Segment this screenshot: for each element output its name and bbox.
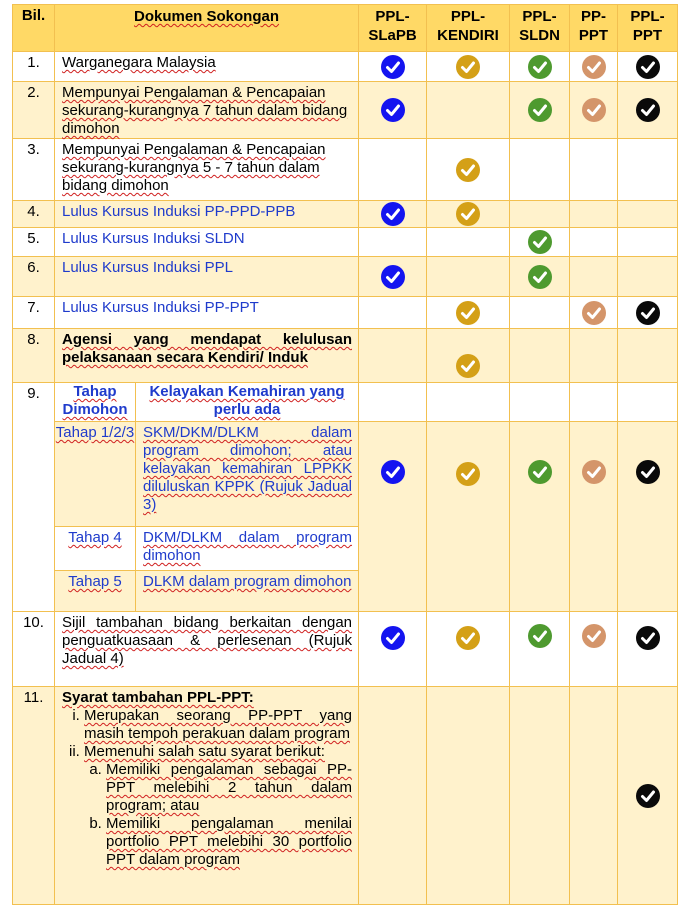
cell-ppl-kendiri	[427, 228, 510, 257]
cell-ppl-kendiri	[427, 82, 510, 139]
sub-header-tahap: Tahap Dimohon	[55, 383, 136, 422]
row-number: 4.	[13, 201, 55, 228]
list-item: b. Memiliki pengalaman menilai portfolio PPT melebihi 30 portfolio PPT dalam program	[106, 815, 352, 869]
cell-pp-ppt	[570, 139, 618, 201]
check-circle-icon	[582, 301, 606, 325]
cell-ppl-ppt	[618, 52, 678, 82]
cell-ppl-ppt	[618, 257, 678, 297]
cell-ppl-slapb	[359, 687, 427, 905]
row-text: Lulus Kursus Induksi PPL	[55, 257, 359, 297]
cell-pp-ppt	[570, 422, 618, 612]
cell-ppl-ppt	[618, 422, 678, 612]
list-item: i. Merupakan seorang PP-PPT yang masih tempoh perakuan dalam program	[84, 707, 352, 743]
check-circle-icon	[528, 265, 552, 289]
header-pp-ppt: PP- PPT	[570, 5, 618, 52]
row-number: 6.	[13, 257, 55, 297]
check-circle-icon	[381, 55, 405, 79]
check-circle-icon	[582, 55, 606, 79]
table-row	[13, 329, 678, 383]
check-circle-icon	[456, 202, 480, 226]
cell-pp-ppt	[570, 612, 618, 687]
row-text: Agensi yang mendapat kelulusan pelaksanaan secara Kendiri/ Induk	[55, 329, 359, 383]
row-text: Sijil tambahan bidang berkaitan dengan penguatkuasaan & perlesenan (Rujuk Jadual 4)	[55, 612, 359, 687]
check-circle-icon	[636, 55, 660, 79]
cell-ppl-sldn	[510, 329, 570, 383]
requirement-title: Syarat tambahan PPL-PPT:	[62, 689, 254, 706]
header-ppl-slapb: PPL- SLaPB	[359, 5, 427, 52]
row-text: Mempunyai Pengalaman & Pencapaian sekurang-kurangnya 5 - 7 tahun dalam bidang dimohon	[55, 139, 359, 201]
cell-ppl-ppt	[618, 201, 678, 228]
check-circle-icon	[456, 354, 480, 378]
header-ppl-ppt: PPL- PPT	[618, 5, 678, 52]
check-circle-icon	[528, 624, 552, 648]
cell-pp-ppt	[570, 329, 618, 383]
check-circle-icon	[381, 460, 405, 484]
sub-header-kelayakan: Kelayakan Kemahiran yang perlu ada	[136, 383, 359, 422]
sub-tahap: Tahap 4	[55, 527, 136, 571]
row-number: 5.	[13, 228, 55, 257]
cell-ppl-kendiri	[427, 52, 510, 82]
cell-ppl-kendiri	[427, 257, 510, 297]
row-number: 3.	[13, 139, 55, 201]
list-item: a. Memiliki pengalaman sebagai PP-PPT melebihi 2 tahun dalam program; atau	[106, 761, 352, 815]
table-row	[13, 82, 678, 139]
row-text: Mempunyai Pengalaman & Pencapaian sekurang-kurangnya 7 tahun dalam bidang dimohon	[55, 82, 359, 139]
sub-tahap: Tahap 1/2/3	[55, 422, 136, 527]
cell-ppl-sldn	[510, 139, 570, 201]
cell-ppl-slapb	[359, 228, 427, 257]
sub-text: DKM/DLKM dalam program dimohon	[136, 527, 359, 571]
row-text: Warganegara Malaysia	[55, 52, 359, 82]
check-circle-icon	[528, 98, 552, 122]
cell-ppl-sldn	[510, 52, 570, 82]
check-circle-icon	[381, 626, 405, 650]
check-circle-icon	[528, 230, 552, 254]
sub-tahap: Tahap 5	[55, 571, 136, 612]
header-dokumen: Dokumen Sokongan	[55, 5, 359, 52]
cell-ppl-slapb	[359, 257, 427, 297]
sub-requirement-list	[84, 761, 352, 869]
check-circle-icon	[582, 460, 606, 484]
header-ppl-kendiri: PPL- KENDIRI	[427, 5, 510, 52]
check-circle-icon	[582, 624, 606, 648]
cell-ppl-sldn	[510, 257, 570, 297]
table-row	[13, 297, 678, 329]
cell-ppl-ppt	[618, 139, 678, 201]
cell-ppl-ppt	[618, 228, 678, 257]
check-circle-icon	[528, 55, 552, 79]
row-number: 10.	[13, 612, 55, 687]
row-number: 1.	[13, 52, 55, 82]
check-circle-icon	[636, 784, 660, 808]
table-row	[13, 422, 678, 527]
cell-ppl-sldn	[510, 228, 570, 257]
row-text: Lulus Kursus Induksi PP-PPT	[55, 297, 359, 329]
check-circle-icon	[636, 98, 660, 122]
check-circle-icon	[528, 460, 552, 484]
cell-ppl-slapb	[359, 139, 427, 201]
cell-pp-ppt	[570, 297, 618, 329]
requirements-table	[12, 4, 678, 905]
cell-pp-ppt	[570, 201, 618, 228]
table-row	[13, 228, 678, 257]
cell-ppl-kendiri	[427, 139, 510, 201]
header-bil: Bil.	[13, 5, 55, 52]
row-text: Lulus Kursus Induksi PP-PPD-PPB	[55, 201, 359, 228]
check-circle-icon	[636, 460, 660, 484]
check-circle-icon	[456, 55, 480, 79]
check-circle-icon	[456, 626, 480, 650]
cell-ppl-ppt	[618, 297, 678, 329]
cell-ppl-kendiri	[427, 687, 510, 905]
row-number: 11.	[13, 687, 55, 905]
header-row	[13, 5, 678, 52]
table-row	[13, 201, 678, 228]
cell-ppl-ppt	[618, 687, 678, 905]
cell-ppl-slapb	[359, 52, 427, 82]
cell-ppl-ppt	[618, 612, 678, 687]
cell-ppl-slapb	[359, 612, 427, 687]
sub-text: SKM/DKM/DLKM dalam program dimohon; atau kelayakan kemahiran LPPKK diluluskan KPPK (Rujuk Jadual 3)	[136, 422, 359, 527]
list-item: ii. Memenuhi salah satu syarat berikut: a. Memiliki pengalaman sebagai PP-PPT melebihi 2 tahun dalam program; atau b. Memiliki pengalaman menilai portfolio PPT melebihi 30 portfolio PPT dalam program	[84, 743, 352, 869]
cell-ppl-kendiri	[427, 297, 510, 329]
cell-pp-ppt	[570, 228, 618, 257]
cell-pp-ppt	[570, 687, 618, 905]
cell-pp-ppt	[570, 82, 618, 139]
row-number: 2.	[13, 82, 55, 139]
cell-ppl-sldn	[510, 687, 570, 905]
cell-ppl-sldn	[510, 422, 570, 612]
cell-ppl-kendiri	[427, 201, 510, 228]
cell-ppl-slapb	[359, 329, 427, 383]
cell-ppl-sldn	[510, 201, 570, 228]
check-circle-icon	[456, 301, 480, 325]
cell-ppl-sldn	[510, 82, 570, 139]
header-ppl-sldn: PPL- SLDN	[510, 5, 570, 52]
table-row	[13, 612, 678, 687]
cell-ppl-ppt	[618, 82, 678, 139]
cell-ppl-sldn	[510, 612, 570, 687]
row-text	[55, 687, 359, 905]
cell-ppl-kendiri	[427, 329, 510, 383]
row-number: 8.	[13, 329, 55, 383]
check-circle-icon	[381, 265, 405, 289]
table-row	[13, 52, 678, 82]
table-row	[13, 687, 678, 905]
cell-ppl-sldn	[510, 297, 570, 329]
cell-pp-ppt	[570, 257, 618, 297]
cell-ppl-kendiri	[427, 422, 510, 612]
check-circle-icon	[456, 158, 480, 182]
row-number: 7.	[13, 297, 55, 329]
cell-ppl-slapb	[359, 201, 427, 228]
requirement-list	[62, 707, 352, 869]
table-row	[13, 139, 678, 201]
table-row	[13, 257, 678, 297]
row-text: Lulus Kursus Induksi SLDN	[55, 228, 359, 257]
cell-ppl-slapb	[359, 422, 427, 612]
check-circle-icon	[636, 626, 660, 650]
check-circle-icon	[636, 301, 660, 325]
check-circle-icon	[456, 462, 480, 486]
check-circle-icon	[381, 202, 405, 226]
check-circle-icon	[582, 98, 606, 122]
row-number: 9.	[13, 383, 55, 612]
cell-ppl-kendiri	[427, 612, 510, 687]
check-circle-icon	[381, 98, 405, 122]
table-row	[13, 383, 678, 422]
sub-text: DLKM dalam program dimohon	[136, 571, 359, 612]
cell-ppl-slapb	[359, 82, 427, 139]
cell-ppl-slapb	[359, 297, 427, 329]
cell-pp-ppt	[570, 52, 618, 82]
cell-ppl-ppt	[618, 329, 678, 383]
